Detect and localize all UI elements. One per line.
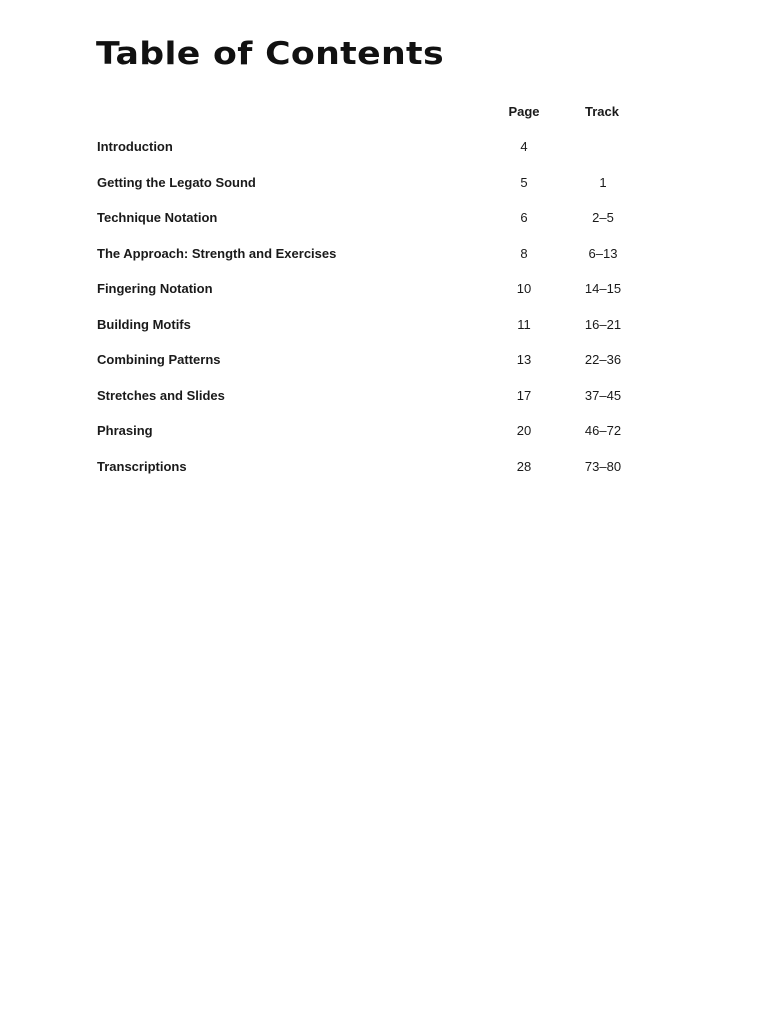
toc-entry-page: 13	[516, 352, 532, 367]
toc-entry-page: 5	[520, 174, 528, 190]
toc-entry	[0, 139, 768, 175]
toc-entry-page: 28	[516, 458, 532, 474]
toc-entry-title: Getting the Legato Sound	[97, 174, 256, 190]
toc-entry-title: Phrasing	[97, 423, 153, 438]
toc-entry	[0, 175, 768, 211]
toc-entry-track: 16–21	[584, 316, 622, 332]
toc-entry	[0, 281, 768, 317]
toc-entry-title: Technique Notation	[97, 210, 218, 225]
toc-entry-title: Introduction	[97, 139, 173, 154]
toc-entry-title: Fingering Notation	[97, 281, 213, 296]
toc-entry	[0, 423, 768, 459]
toc-entry	[0, 388, 768, 424]
toc-entry-page: 10	[516, 281, 532, 296]
toc-entry-page: 6	[520, 210, 528, 225]
toc-entry-track: 2–5	[592, 210, 614, 225]
toc-entry-page: 11	[517, 316, 531, 332]
toc-entry-title: Building Motifs	[97, 316, 191, 332]
toc-entry	[0, 246, 768, 282]
toc-entry-title: The Approach: Strength and Exercises	[97, 245, 337, 261]
toc-entry-title: Stretches and Slides	[97, 387, 225, 403]
toc-entry-track: 22–36	[584, 352, 622, 367]
toc-entry-page: 8	[520, 245, 528, 261]
toc-entry	[0, 210, 768, 246]
toc-entry-page: 4	[520, 139, 528, 154]
toc-entry-track: 1	[599, 174, 607, 190]
toc-entry-track: 6–13	[588, 245, 618, 261]
toc-entry-track: 46–72	[584, 423, 622, 438]
toc-entry-page: 20	[516, 423, 532, 438]
toc-entry	[0, 317, 768, 353]
toc-entry-title: Transcriptions	[97, 458, 187, 474]
toc-entry-title: Combining Patterns	[97, 352, 221, 367]
toc-entry-track: 14–15	[584, 281, 622, 296]
page-column-header: Page	[508, 104, 540, 119]
page-title: Table of Contents	[96, 36, 444, 72]
toc-entry-track: 73–80	[584, 458, 622, 474]
toc-entry	[0, 459, 768, 495]
toc-entry-track: 37–45	[584, 387, 622, 403]
track-column-header: Track	[585, 104, 619, 119]
toc-entry-page: 17	[516, 387, 532, 403]
table-of-contents-list	[0, 139, 768, 494]
toc-entry	[0, 352, 768, 388]
